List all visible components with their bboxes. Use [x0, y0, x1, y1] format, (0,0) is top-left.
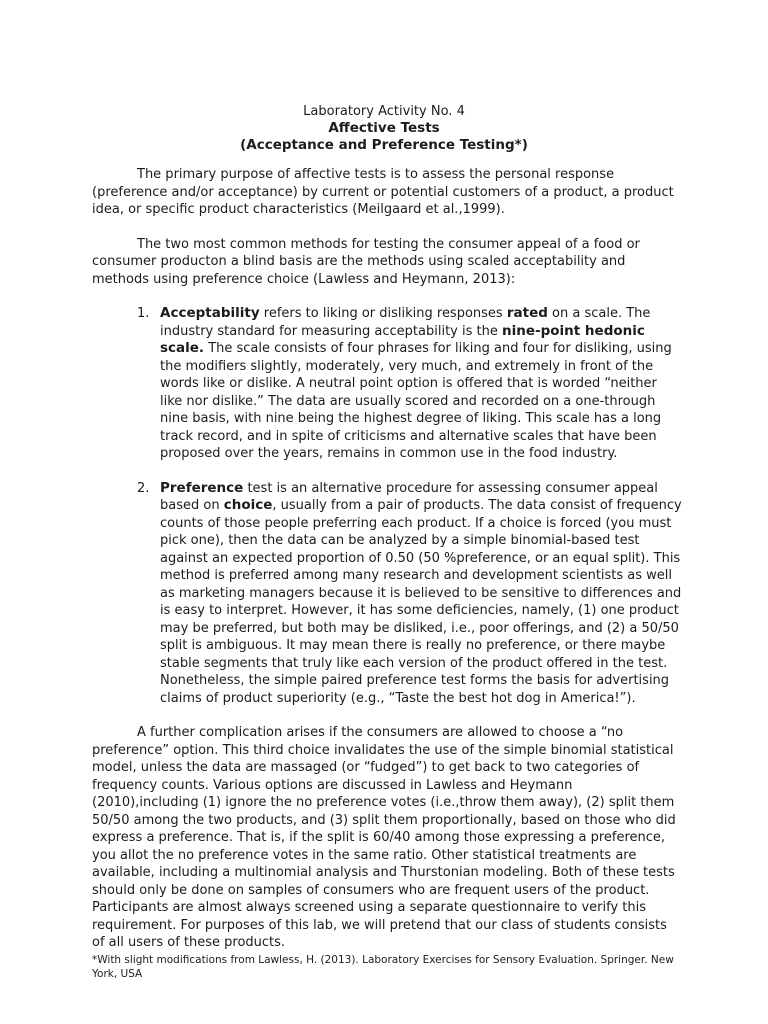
lab-activity-title: Laboratory Activity No. 4	[303, 104, 465, 119]
list-text: refers to liking or disliking responses	[259, 306, 507, 321]
paragraph-methods: The two most common methods for testing the consumer appeal of a food or consumer producton a blind basis are the methods using scaled acceptability and methods using preference choice (Lawless and Heymann, 2013):	[92, 236, 640, 287]
term-acceptability: Acceptability	[160, 305, 260, 321]
term-preference: Preference	[160, 479, 244, 496]
bold-rated: rated	[506, 305, 548, 321]
list-text: on a scale. The industry standard for measuring acceptability is the	[160, 306, 651, 339]
bold-choice: choice	[223, 497, 273, 513]
bold-hedonic-scale: nine-point hedonic scale.	[160, 322, 645, 356]
list-text: , usually from a pair of products. The data consist of frequency counts of those people preferring each product. If a choice is forced (you must pick one), then the data can be analyzed by a simple binomial-based test against an expected proportion of 0.50 (50 %preference, or an equal split). This method is preferred among many research and development scientists as well as marketing managers because it is believed to be sensitive to differences and is easy to interpret. However, it has some deficiencies, namely, (1) one product may be preferred, but both may be disliked, i.e., poor offerings, and (2) a 50/50 split is ambiguous. It may mean there is really no preference, or there maybe stable segments that truly like each version of the product offered in the test. Nonetheless, the simple paired preference test forms the basis for advertising claims of product superiority (e.g., “Taste the best hot dog in America!”).	[160, 498, 682, 706]
list-text: The scale consists of four phrases for liking and four for disliking, using the modifiers slightly, moderately, very much, and extremely in front of the words like or dislike. A neutral point option is offered that is worded “neither like nor dislike.” The data are usually scored and recorded on a one-through nine basis, with nine being the highest degree of liking. This scale has a long track record, and in spite of criticisms and alternative scales that have been proposed over the years, remains in common use in the food industry.	[160, 341, 672, 461]
methods-list	[92, 305, 682, 707]
list-item-preference	[92, 480, 682, 708]
document-body	[92, 166, 682, 952]
list-item-acceptability	[92, 305, 682, 463]
paragraph-complication: A further complication arises if the consumers are allowed to choose a “no preference” option. This third choice invalidates the use of the simple binomial statistical model, unless the data are massaged (or “fudged”) to get back to two categories of frequency counts. Various options are discussed in Lawless and Heymann (2010),including (1) ignore the no preference votes (i.e.,throw them away), (2) split them 50/50 among the two products, and (3) split them proportionally, based on those who did express a preference. That is, if the split is 60/40 among those expressing a preference, you allot the no preference votes in the same ratio. Other statistical treatments are available, including a multinomial analysis and Thurstonian modeling. Both of these tests should only be done on samples of consumers who are frequent users of the product. Participants are almost always screened using a separate questionnaire to verify this requirement. For purposes of this lab, we will pretend that our class of students consists of all users of these products.	[92, 725, 676, 950]
list-number: 1.	[137, 306, 150, 321]
list-text: test is an alternative procedure for assessing consumer appeal based on	[160, 480, 658, 513]
document-header	[0, 103, 768, 154]
main-title: Affective Tests	[328, 120, 440, 136]
footnote: *With slight modifications from Lawless, H. (2013). Laboratory Exercises for Sensory Evaluation. Springer. New York, USA	[92, 954, 674, 980]
paragraph-intro: The primary purpose of affective tests is to assess the personal response (preference and/or acceptance) by current or potential customers of a product, a product idea, or specific product characteristics (Meilgaard et al.,1999).	[92, 167, 674, 217]
list-number: 2.	[137, 480, 150, 496]
sub-title: (Acceptance and Preference Testing*)	[240, 137, 528, 153]
